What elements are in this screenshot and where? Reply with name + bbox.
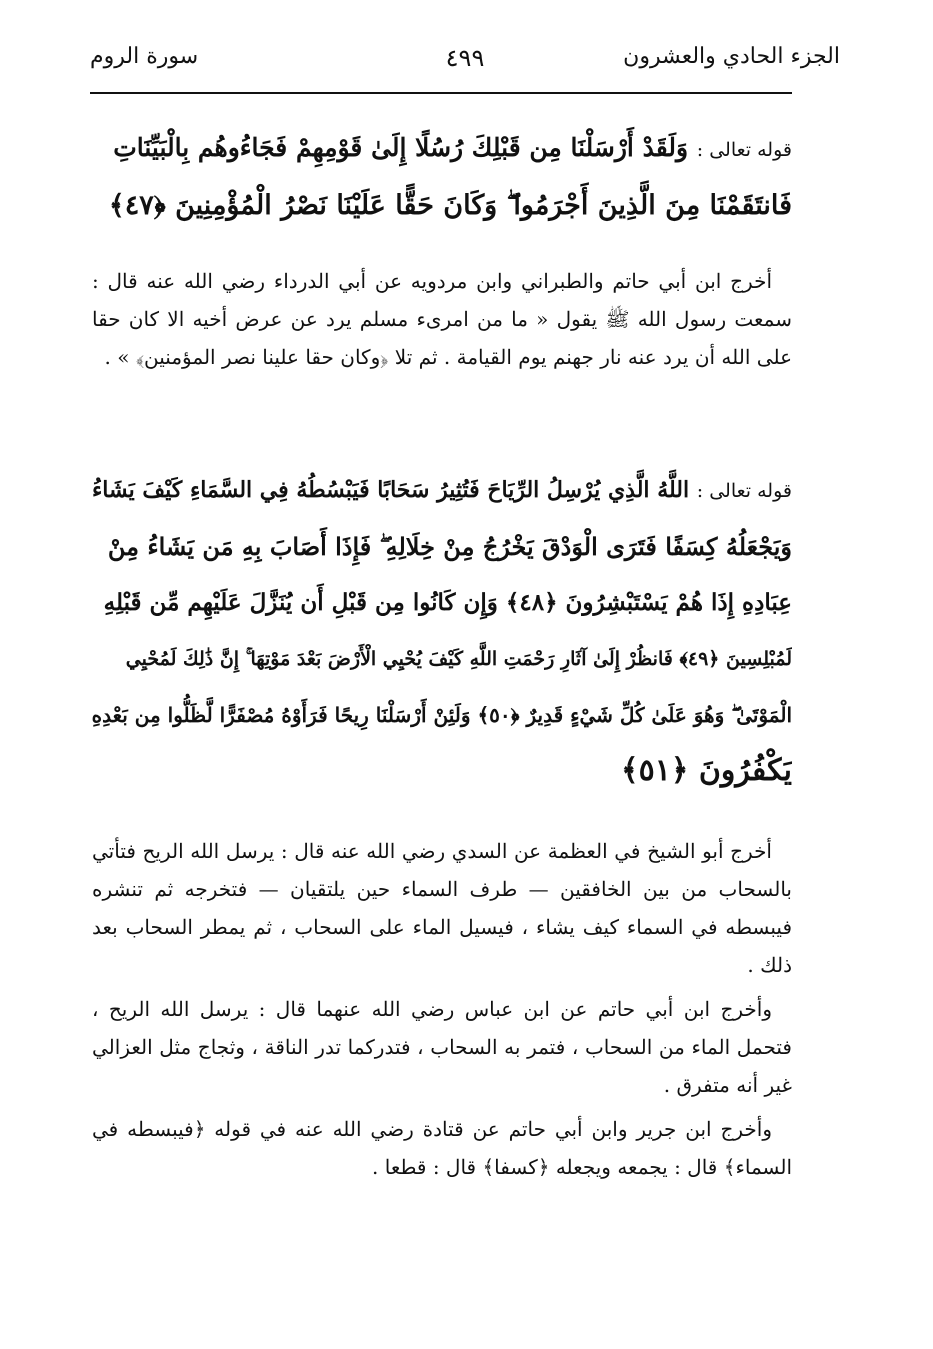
verse-line (92, 120, 792, 178)
verse-text: لَمُبْلِسِينَ ﴿٤٩﴾ فَانظُرْ إِلَىٰ آثَارِ رَحْمَتِ اللَّهِ كَيْفَ يُحْيِي الْأَرْضَ بَعْدَ مَوْتِهَا ۚ إِنَّ ذَٰلِكَ لَمُحْيِي (125, 648, 792, 670)
verse-line (92, 178, 792, 234)
verse-line (92, 743, 792, 799)
juz-title: الجزء الحادي والعشرون (623, 44, 840, 69)
commentary-paragraph: وأخرج ابن أبي حاتم عن ابن عباس رضي الله عنهما قال : يرسل الله الريح ، فتحمل الماء من السحاب ، فتمر به السحاب ، فتدركما تدر الناقة ، وثجاج مثل العزالي غير أنه متفرق . (92, 997, 792, 1097)
commentary-block-1 (92, 262, 792, 376)
verse-line (92, 631, 792, 687)
header-rule (90, 92, 792, 94)
verse-intro: قوله تعالى : (696, 139, 792, 161)
verse-block-2 (92, 462, 792, 799)
verse-text: اللَّهُ الَّذِي يُرْسِلُ الرِّيَاحَ فَتُثِيرُ سَحَابًا فَيَبْسُطُهُ فِي السَّمَاءِ كَيْفَ يَشَاءُ (92, 477, 690, 503)
surah-title: سورة الروم (90, 44, 199, 69)
verse-text: عِبَادِهِ إِذَا هُمْ يَسْتَبْشِرُونَ ﴿٤٨﴾ وَإِن كَانُوا مِن قَبْلِ أَن يُنَزَّلَ عَلَيْهِم مِّن قَبْلِهِ (103, 589, 792, 616)
verse-text: فَانتَقَمْنَا مِنَ الَّذِينَ أَجْرَمُوا ۖ وَكَانَ حَقًّا عَلَيْنَا نَصْرُ الْمُؤْمِنِينَ ﴿٤٧﴾ (108, 190, 792, 221)
verse-line (92, 462, 792, 519)
page-header (90, 40, 840, 90)
verse-block-1 (92, 120, 792, 234)
verse-line (92, 575, 792, 631)
verse-text: الْمَوْتَىٰ ۖ وَهُوَ عَلَىٰ كُلِّ شَيْءٍ قَدِيرٌ ﴿٥٠﴾ وَلَئِنْ أَرْسَلْنَا رِيحًا فَرَأَوْهُ مُصْفَرًّا لَّظَلُّوا مِن بَعْدِهِ (92, 703, 792, 727)
commentary-paragraph: أخرج أبو الشيخ في العظمة عن السدي رضي الله عنه قال : يرسل الله الريح فتأتي بالسحاب من بين الخافقين — طرف السماء حين يلتقيان — فتخرجه ثم تنشره فيبسطه في السماء كيف يشاء ، فيسيل الماء على السحاب ، ثم يمطر السحاب بعد ذلك . (92, 839, 792, 977)
verse-intro: قوله تعالى : (696, 480, 792, 502)
verse-line (92, 687, 792, 743)
verse-line (92, 519, 792, 575)
page-number: ٤٩٩ (445, 44, 485, 72)
verse-text: وَلَقَدْ أَرْسَلْنَا مِن قَبْلِكَ رُسُلًا إِلَىٰ قَوْمِهِمْ فَجَاءُوهُم بِالْبَيِّنَاتِ (113, 133, 689, 162)
verse-text: وَيَجْعَلُهُ كِسَفًا فَتَرَى الْوَدْقَ يَخْرُجُ مِنْ خِلَالِهِ ۖ فَإِذَا أَصَابَ بِهِ مَن يَشَاءُ مِنْ (107, 532, 792, 561)
commentary-paragraph: أخرج ابن أبي حاتم والطبراني وابن مردويه عن أبي الدرداء رضي الله عنه قال : سمعت رسول الله ﷺ يقول « ما من امرىء مسلم يرد عن عرض أخيه الا كان حقا على الله أن يرد عنه نار جهنم يوم القيامة . ثم تلا ﴿وكان حقا علينا نصر المؤمنين﴾ » . (92, 269, 792, 369)
verse-text: يَكْفُرُونَ ﴿٥١﴾ (621, 753, 792, 788)
commentary-paragraph: وأخرج ابن جرير وابن أبي حاتم عن قتادة رضي الله عنه في قوله ﴿فيبسطه في السماء﴾ قال : يجمعه ويجعله ﴿كسفا﴾ قال : قطعا . (92, 1117, 792, 1179)
commentary-block-2 (92, 832, 792, 1186)
